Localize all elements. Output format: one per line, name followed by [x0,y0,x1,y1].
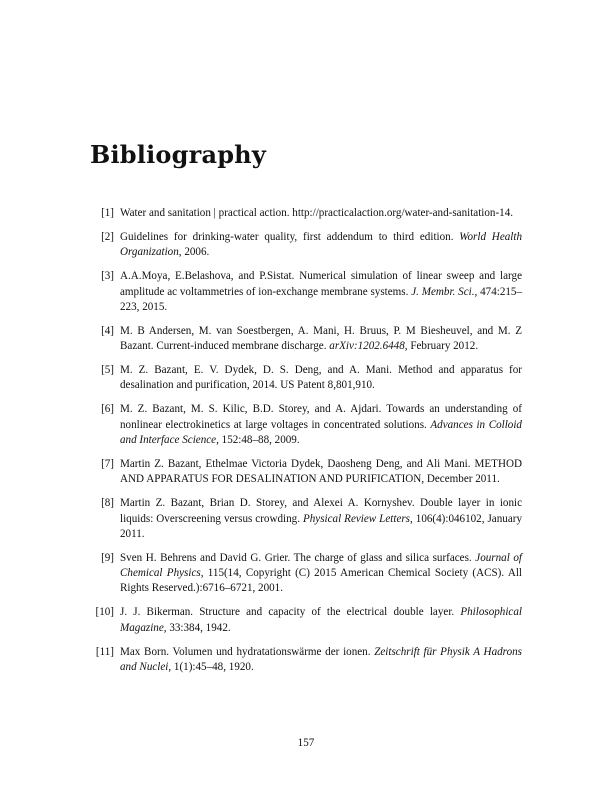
reference-number: [7] [101,457,114,470]
reference-segment: , 33:384, 1942. [163,621,231,634]
reference-number: [1] [101,207,114,219]
reference-segment: M. Z. Bazant, E. V. Dydek, D. S. Deng, and A. Mani. Method and apparatus for desalination and purification, 2014. US Patent 8,801,910. [120,364,522,392]
reference-entry [90,363,522,394]
reference-venue: Physical Review Letters [302,512,411,525]
reference-segment: Sven H. Behrens and David G. Grier. The charge of glass and silica surfaces. [120,551,476,564]
reference-segment: M. B Andersen, M. van Soestbergen, A. Mani, H. Bruus, P. M Biesheuvel, and M. Z Bazant. Current-induced membrane discharge. [120,324,522,353]
reference-entry [90,269,522,315]
reference-entry [90,645,522,676]
reference-text [120,606,522,633]
reference-segment: M. Z. Bazant, M. S. Kilic, B.D. Storey, and A. Ajdari. Towards an understanding of nonlinear electrokinetics at large voltages in concentrated solutions. [120,403,522,431]
reference-segment: Guidelines for drinking-water quality, first addendum to third edition. [120,230,460,243]
reference-number: [3] [101,270,114,283]
reference-venue: arXiv:1202.6448 [329,340,405,353]
reference-entry [90,402,522,448]
reference-segment: , 115(14, Copyright (C) 2015 American Chemical Society (ACS). All Rights Reserved.):6716–6721, 2001. [120,567,522,595]
reference-segment: Water and sanitation | practical action. http://practicalaction.org/water-and-sanitation-14. [120,207,514,219]
reference-segment: , 2006. [178,246,210,259]
reference-number: [11] [95,645,114,658]
page-number: 157 [297,737,315,749]
reference-venue: Philosophical Magazine [120,606,522,634]
reference-text [120,364,522,391]
reference-text [120,458,522,485]
reference-segment: J. J. Bikerman. Structure and capacity of the electrical double layer. [120,606,461,619]
reference-entry [90,230,522,261]
reference-segment: , February 2012. [404,340,479,353]
reference-text [120,207,513,219]
reference-segment: Martin Z. Bazant, Brian D. Storey, and Alexei A. Kornyshev. Double layer in ionic liquids: Overscreening versus crowding. [120,497,522,525]
reference-number: [8] [101,497,114,510]
reference-entry [90,457,522,488]
reference-entry [90,605,522,636]
reference-number: [4] [101,324,114,337]
reference-segment: Martin Z. Bazant, Ethelmae Victoria Dydek, Daosheng Deng, and Ali Mani. METHOD AND APPARATUS FOR DESALINATION AND PURIFICATION, December 2011. [120,457,522,486]
reference-segment: , 152:48–88, 2009. [216,434,300,446]
reference-number: [5] [101,364,114,377]
reference-text [120,325,522,352]
reference-number: [9] [101,551,114,564]
reference-text [120,403,522,446]
reference-list [90,206,522,684]
reference-venue: Zeitschrift für Physik A Hadrons and Nuclei [120,645,522,673]
reference-text [120,497,522,540]
reference-text [120,270,522,313]
reference-segment: , 1(1):45–48, 1920. [168,661,254,673]
reference-text [120,231,522,258]
chapter-heading: Bibliography [90,140,266,169]
reference-entry [90,324,522,355]
reference-venue: Advances in Colloid and Interface Science [120,418,522,446]
reference-venue: Journal of Chemical Physics [120,551,522,580]
reference-number: [10] [95,606,114,619]
reference-entry [90,206,522,221]
reference-segment: , 474:215–223, 2015. [120,285,523,313]
reference-number: [2] [101,230,114,243]
reference-segment: , 106(4):046102, January 2011. [120,512,522,540]
reference-text [120,646,522,673]
reference-venue: J. Membr. Sci. [411,285,475,298]
reference-number: [6] [101,403,114,416]
reference-entry [90,496,522,542]
reference-venue: World Health Organization [120,230,522,259]
reference-segment: Max Born. Volumen und hydratationswärme der ionen. [120,645,375,658]
reference-text [120,552,522,595]
reference-segment: A.A.Moya, E.Belashova, and P.Sistat. Numerical simulation of linear sweep and large amplitude ac voltammetries of ion-exchange membrane systems. [120,270,522,298]
reference-entry [90,551,522,597]
